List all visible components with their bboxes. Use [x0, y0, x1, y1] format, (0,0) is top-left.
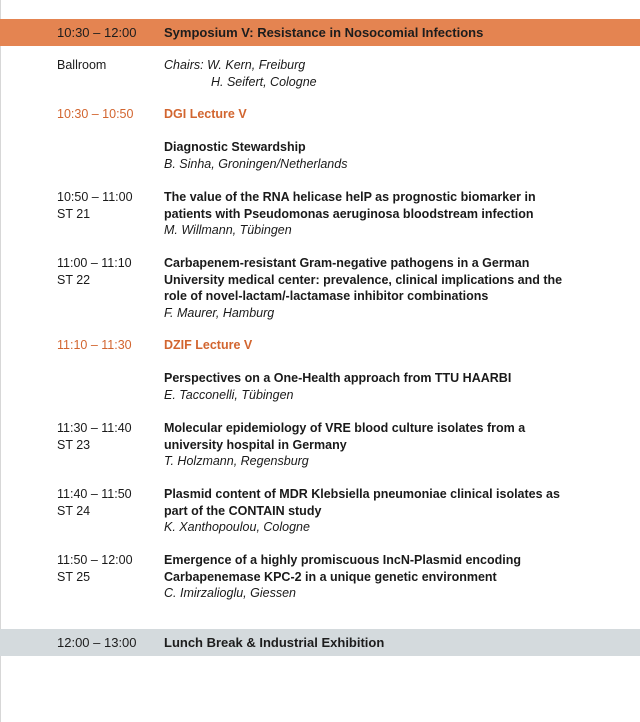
break-time: 12:00 – 13:00 [57, 635, 137, 650]
talk-time: 11:30 – 11:40 [57, 421, 132, 435]
lecture-2-time: 11:10 – 11:30 [57, 338, 132, 352]
talk-title-line: Carbapenemase KPC-2 in a unique genetic environment [164, 569, 497, 584]
lecture-2-title: DZIF Lecture V [164, 338, 253, 352]
chair-2: H. Seifert, Cologne [211, 74, 317, 89]
talk-speaker: T. Holzmann, Regensburg [164, 454, 309, 468]
lecture-1-speaker: B. Sinha, Groningen/Netherlands [164, 156, 348, 171]
session-header-band [0, 19, 640, 46]
talk-time: 10:50 – 11:00 [57, 190, 133, 204]
talk-time: 11:00 – 11:10 [57, 256, 132, 270]
talk-code: ST 22 [57, 272, 91, 287]
talk-time: 11:50 – 12:00 [57, 553, 133, 567]
talk-time: 11:40 – 11:50 [57, 487, 132, 501]
talk-title-line: part of the CONTAIN study [164, 503, 322, 518]
talk-speaker: K. Xanthopoulou, Cologne [164, 520, 310, 534]
talk-title-line: Molecular epidemiology of VRE blood culture isolates from a [164, 421, 526, 435]
talk-speaker: F. Maurer, Hamburg [164, 305, 275, 320]
session-time: 10:30 – 12:00 [57, 25, 137, 40]
lecture-2-speaker: E. Tacconelli, Tübingen [164, 387, 294, 402]
talk-title-line: Plasmid content of MDR Klebsiella pneumoniae clinical isolates as [164, 487, 560, 501]
chairs-label: Chairs: [164, 58, 204, 72]
break-band [0, 629, 640, 656]
break-title: Lunch Break & Industrial Exhibition [164, 635, 385, 650]
talk-code: ST 25 [57, 569, 91, 584]
lecture-1-time: 10:30 – 10:50 [57, 107, 134, 121]
talk-speaker: M. Willmann, Tübingen [164, 223, 292, 237]
talk-title-line: Emergence of a highly promiscuous IncN-Plasmid encoding [164, 553, 522, 567]
talk-title-line: University medical center: prevalence, clinical implications and the [164, 272, 563, 287]
chairs-block [164, 57, 604, 90]
talk-title-line: role of novel-lactam/-lactamase inhibitor combinations [164, 289, 489, 303]
talk-code: ST 23 [57, 437, 91, 452]
talk-code: ST 21 [57, 206, 91, 221]
lecture-2-talk-title: Perspectives on a One-Health approach from TTU HAARBI [164, 371, 512, 385]
talk-title-line: patients with Pseudomonas aeruginosa bloodstream infection [164, 206, 534, 221]
talk-title-line: university hospital in Germany [164, 437, 347, 452]
talk-code: ST 24 [57, 503, 91, 518]
lecture-1-title: DGI Lecture V [164, 107, 247, 121]
talk-speaker: C. Imirzalioglu, Giessen [164, 586, 296, 600]
chair-1: W. Kern, Freiburg [207, 58, 306, 72]
lecture-1-talk-title: Diagnostic Stewardship [164, 140, 306, 154]
room-label: Ballroom [57, 58, 107, 72]
session-title: Symposium V: Resistance in Nosocomial Infections [164, 25, 484, 40]
talk-title-line: Carbapenem-resistant Gram-negative pathogens in a German [164, 256, 530, 270]
talk-title-line: The value of the RNA helicase helP as prognostic biomarker in [164, 190, 536, 204]
page-edge-divider [0, 0, 1, 722]
